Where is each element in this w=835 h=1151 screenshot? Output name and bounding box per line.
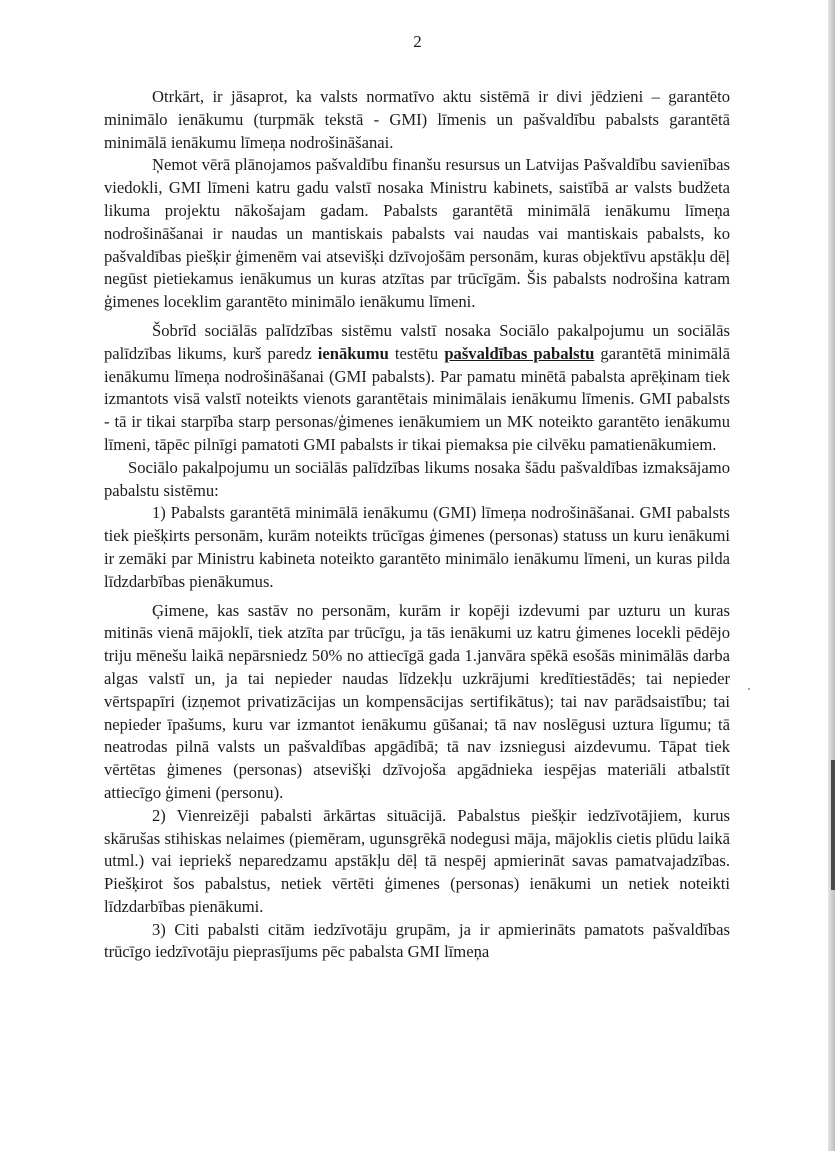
scan-edge-mark [831, 760, 835, 890]
paragraph-3-text-b: testētu [388, 343, 445, 363]
scan-speck [748, 688, 750, 690]
paragraph-4: Sociālo pakalpojumu un sociālās palīdzības likums nosaka šādu pašvaldības izmaksājamo pabalstu sistēmu: [104, 457, 730, 500]
emphasis-income: ienākumu [317, 343, 389, 363]
paragraph-6: Ģimene, kas sastāv no personām, kurām ir kopēji izdevumi par uzturu un kuras mitinās vienā mājoklī, tiek atzīta par trūcīgu, ja tās ienākumi uz katru ģimenes locekli pēdējo triju mēnešu laikā nepārsniedz 50% no attiecīgā gada 1.janvāra spēkā esošās minimālās darba algas valstī un, ja tai nepieder naudas līdzekļu uzkrājumi kredītiestādēs; tai nepieder vērtspapīri (izņemot privatizācijas un kompensācijas sertifikātus); tai nav parādsaistību; tai nepieder īpašums, kuru var izmantot ienākumu gūšanai; tā nav noslēgusi uztura līgumu; tā neatrodas pilnā valsts un pašvaldības apgādībā; tā nav izsniegusi aizdevumu. Tāpat tiek vērtētas ģimenes (personas) atsevišķi dzīvojoša apgādnieka iespējas materiāli atbalstīt attiecīgo ģimeni (personu). [104, 600, 730, 802]
paragraph-5: 1) Pabalsts garantētā minimālā ienākumu (GMI) līmeņa nodrošināšanai. GMI pabalsts tiek piešķirts personām, kurām noteikts trūcīgas ģimenes (personas) statuss un kuru ienākumi ir zemāki par Ministru kabineta noteikto garantēto minimālo ienākumu līmeni, un kuras pilda līdzdarbības pienākumus. [104, 503, 730, 591]
paragraph-2: Ņemot vērā plānojamos pašvaldību finanšu resursus un Latvijas Pašvaldību savienības viedokli, GMI līmeni katru gadu valstī nosaka Ministru kabinets, saistībā ar valsts budžeta likuma projektu nākošajam gadam. Pabalsts garantētā minimālā ienākumu līmeņa nodrošināšanai ir naudas un mantiskais pabalsts vai naudas vai mantiskais pabalsts, ko pašvaldības piešķir ģimenēm vai atsevišķi dzīvojošām personām, kuras objektīvu apstākļu dēļ negūst pietiekamus ienākumus un kuras atzītas par trūcīgām. Šis pabalsts nodrošina katram ģimenes loceklim garantēto minimālo ienākumu līmeni. [104, 155, 730, 312]
paragraph-3-text-a: Šobrīd sociālās palīdzības sistēmu valstī nosaka Sociālo pakalpojumu un sociālās palīdzības likums, kurš paredz [104, 320, 730, 363]
document-body [104, 86, 730, 964]
page-number: 2 [413, 32, 422, 51]
paragraph-7: 2) Vienreizēji pabalsti ārkārtas situācijā. Pabalstus piešķir iedzīvotājiem, kurus skārušas stihiskas nelaimes (piemēram, ugunsgrēkā nodegusi māja, mājoklis cietis plūdu laikā utml.) vai iepriekš neparedzamu apstākļu dēļ tā nespēj apmierināt savas pamatvajadzības. Piešķirot šos pabalstus, netiek vērtēti ģimenes (personas) ienākumi un netiek noteikti līdzdarbības pienākumi. [104, 805, 730, 916]
paragraph-1: Otrkārt, ir jāsaprot, ka valsts normatīvo aktu sistēmā ir divi jēdzieni – garantēto minimālo ienākumu (turpmāk tekstā - GMI) līmenis un pašvaldību pabalsts garantētā minimālā ienākumu līmeņa nodrošināšanai. [104, 87, 730, 152]
paragraph-3 [104, 320, 730, 457]
paragraph-3-text-c: garantētā minimālā ienākumu līmeņa nodrošināšanai (GMI pabalsts). Par pamatu minētā pabalsta aprēķinam tiek izmantots visā valstī noteikts vienots garantētais minimālais ienākumu līmenis. GMI pabalsts - tā ir tikai starpība starp personas/ģimenes ienākumiem un MK noteikto garantēto ienākumu līmeni, tāpēc pilnīgi pamatoti GMI pabalsts ir tikai piemaksa pie cilvēku pamatienākumiem. [104, 343, 730, 454]
emphasis-municipal-benefit: pašvaldības pabalstu [444, 343, 595, 363]
paragraph-8: 3) Citi pabalsti citām iedzīvotāju grupām, ja ir apmierināts pamatots pašvaldības trūcīgo iedzīvotāju pieprasījums pēc pabalsta GMI līmeņa [104, 919, 730, 962]
scan-edge-shadow [828, 0, 835, 1151]
